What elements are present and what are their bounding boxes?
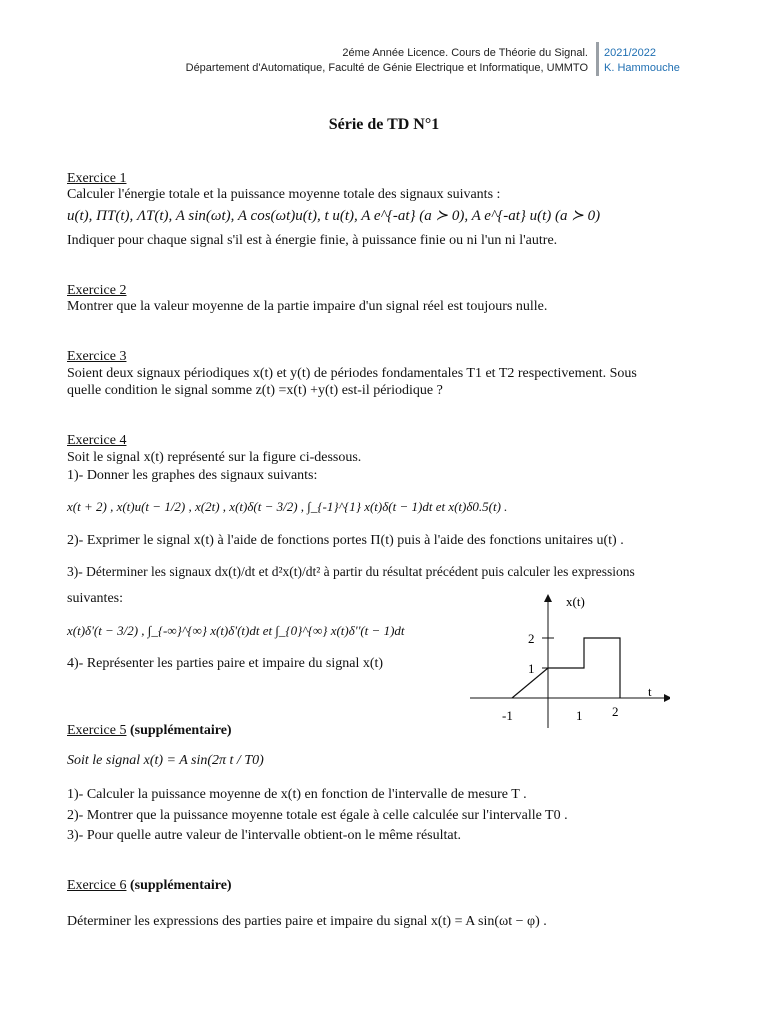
ex5-q3: 3)- Pour quelle autre valeur de l'intervalle obtient-on le même résultat.	[67, 828, 461, 843]
header-author: K. Hammouche	[604, 62, 680, 74]
ex4-q3-cont: suivantes:	[67, 591, 123, 606]
xtick-label-1: 1	[576, 708, 583, 723]
signal-figure	[470, 590, 670, 730]
ytick-label-2: 2	[528, 631, 535, 646]
header-divider	[596, 42, 599, 76]
ex6-line1: Déterminer les expressions des parties paire et impaire du signal x(t) = A sin(ωt − φ) .	[67, 914, 547, 929]
ytick-label-1: 1	[528, 661, 535, 676]
ex3-line2: quelle condition le signal somme z(t) =x(t) +y(t) est-il périodique ?	[67, 383, 443, 398]
ex1-heading: Exercice 1	[67, 171, 127, 186]
ex6-heading-row	[67, 877, 232, 894]
ex6-tag: (supplémentaire)	[129, 878, 232, 893]
fig-xlabel: t	[648, 684, 652, 699]
ex3-line1: Soient deux signaux périodiques x(t) et y(t) de périodes fondamentales T1 et T2 respectivement. Sous	[67, 366, 637, 381]
ex4-q3-formula: x(t)δ'(t − 3/2) , ∫_{-∞}^{∞} x(t)δ'(t)dt et ∫_{0}^{∞} x(t)δ''(t − 1)dt	[67, 623, 405, 638]
ex5-tag: (supplémentaire)	[129, 723, 232, 738]
ex3-heading: Exercice 3	[67, 349, 127, 364]
header-line-2: Département d'Automatique, Faculté de Génie Electrique et Informatique, UMMTO	[185, 62, 588, 74]
ex4-q1-formula: x(t + 2) , x(t)u(t − 1/2) , x(2t) , x(t)δ(t − 3/2) , ∫_{-1}^{1} x(t)δ(t − 1)dt et x(t)δ0.5(t) .	[67, 499, 508, 514]
ex1-formula: u(t), ΠT(t), ΛT(t), A sin(ωt), A cos(ωt)u(t), t u(t), A e^{-at} (a ≻ 0), A e^{-at} u(t) (a ≻ 0)	[67, 208, 601, 224]
ex5-q2: 2)- Montrer que la puissance moyenne totale est égale à celle calculée sur l'intervalle T0 .	[67, 808, 568, 823]
ex4-heading: Exercice 4	[67, 433, 127, 448]
ex5-heading-row	[67, 722, 232, 739]
page-title: Série de TD N°1	[328, 116, 440, 133]
header-line-1: 2éme Année Licence. Cours de Théorie du Signal.	[342, 47, 588, 59]
ex1-line1: Calculer l'énergie totale et la puissance moyenne totale des signaux suivants :	[67, 187, 501, 202]
ex4-q4: 4)- Représenter les parties paire et impaire du signal x(t)	[67, 656, 384, 671]
header-course-info	[186, 46, 588, 76]
ex4-q2: 2)- Exprimer le signal x(t) à l'aide de fonctions portes Π(t) puis à l'aide des fonctions unitaires u(t) .	[67, 533, 624, 548]
header-meta	[604, 46, 680, 76]
ex2-heading: Exercice 2	[67, 283, 127, 298]
ex2-line1: Montrer que la valeur moyenne de la partie impaire d'un signal réel est toujours nulle.	[67, 299, 548, 314]
xtick-label-neg1: -1	[502, 708, 513, 723]
ex4-line1: Soit le signal x(t) représenté sur la figure ci-dessous.	[67, 450, 362, 465]
fig-ylabel: x(t)	[566, 594, 585, 609]
header-year: 2021/2022	[604, 47, 656, 59]
ex5-q1: 1)- Calculer la puissance moyenne de x(t) en fonction de l'intervalle de mesure T .	[67, 787, 527, 802]
ex1-line2: Indiquer pour chaque signal s'il est à énergie finie, à puissance finie ou ni l'un ni l'autre.	[67, 233, 558, 248]
ex5-heading: Exercice 5	[67, 723, 127, 738]
ex4-q1: 1)- Donner les graphes des signaux suivants:	[67, 468, 318, 483]
ex5-line1: Soit le signal x(t) = A sin(2π t / T0)	[67, 753, 264, 768]
xtick-label-2: 2	[612, 704, 619, 719]
ex6-heading: Exercice 6	[67, 878, 127, 893]
ex4-q3: 3)- Déterminer les signaux dx(t)/dt et d²x(t)/dt² à partir du résultat précédent puis calculer les expressions	[67, 564, 635, 579]
